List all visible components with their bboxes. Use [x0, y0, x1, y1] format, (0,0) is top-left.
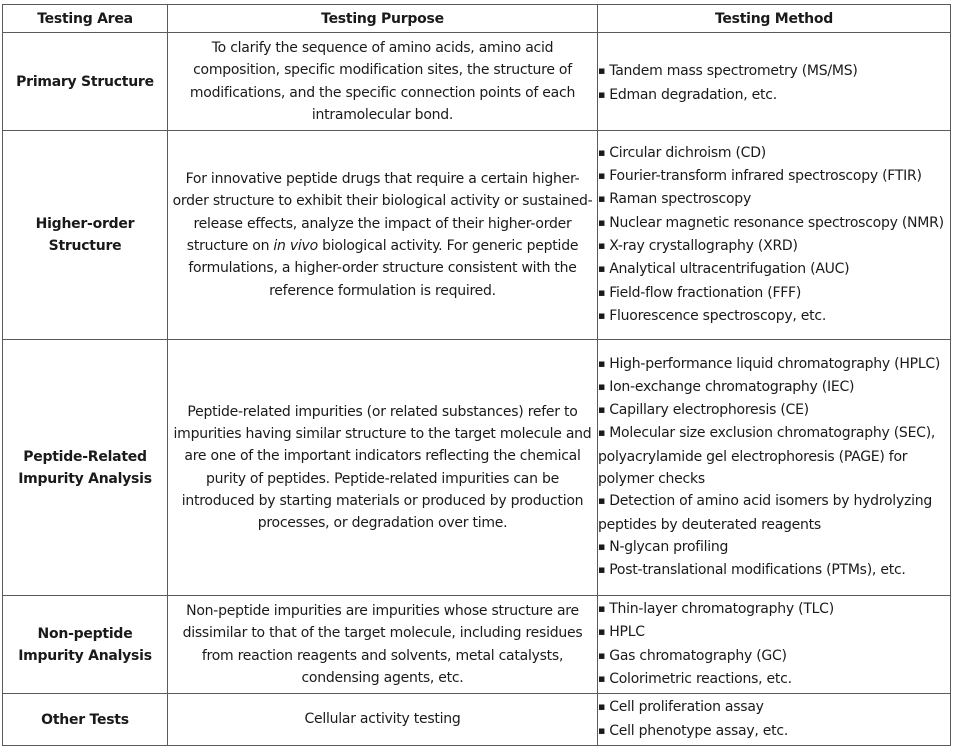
method-item: ▪ Molecular size exclusion chromatography (SEC), polyacrylamide gel electrophoresis (PAGE) for polymer checks [598, 422, 950, 490]
purpose-italic-text: in vivo [273, 238, 318, 254]
method-item: ▪ Detection of amino acid isomers by hydrolyzing peptides by deuterated reagents [598, 490, 950, 536]
table-row [3, 340, 951, 596]
table-row [3, 596, 951, 694]
method-list [598, 696, 950, 743]
header-testing-purpose: Testing Purpose [168, 5, 598, 33]
method-item: ▪ Ion-exchange chromatography (IEC) [598, 376, 950, 399]
header-row [3, 5, 951, 33]
method-item: ▪ Raman spectroscopy [598, 188, 950, 211]
method-item: ▪ Fourier-transform infrared spectroscopy (FTIR) [598, 165, 950, 188]
table-row [3, 694, 951, 746]
method-item: ▪ Circular dichroism (CD) [598, 142, 950, 165]
method-item: ▪ N-glycan profiling [598, 536, 950, 559]
method-item: ▪ High-performance liquid chromatography (HPLC) [598, 353, 950, 376]
method-item: ▪ Capillary electrophoresis (CE) [598, 399, 950, 422]
testing-area-cell: Non-peptide Impurity Analysis [3, 596, 168, 694]
method-list [598, 353, 950, 583]
method-item: ▪ Gas chromatography (GC) [598, 645, 950, 668]
method-item: ▪ X-ray crystallography (XRD) [598, 235, 950, 258]
method-list [598, 598, 950, 691]
purpose-text: For innovative peptide drugs that require a certain higher-order structure to exhibit their biological activity or sustained-release effects, analyze the impact of their higher-order structure on [172, 171, 593, 254]
method-item: ▪ Colorimetric reactions, etc. [598, 668, 950, 691]
method-item: ▪ Edman degradation, etc. [598, 84, 950, 107]
testing-purpose-cell: To clarify the sequence of amino acids, amino acid composition, specific modification sites, the structure of modifications, and the specific connection points of each intramolecular bond. [168, 33, 598, 131]
testing-area-cell: Primary Structure [3, 33, 168, 131]
testing-method-cell [598, 596, 951, 694]
testing-method-cell [598, 131, 951, 340]
testing-purpose-cell [168, 131, 598, 340]
testing-area-cell: Higher-order Structure [3, 131, 168, 340]
method-list [598, 142, 950, 328]
method-item: ▪ Thin-layer chromatography (TLC) [598, 598, 950, 621]
testing-purpose-cell: Peptide-related impurities (or related substances) refer to impurities having similar structure to the target molecule and are one of the important indicators reflecting the chemical purity of peptides. Peptide-related impurities can be introduced by starting materials or produced by production processes, or degradation over time. [168, 340, 598, 596]
method-item: ▪ HPLC [598, 621, 950, 644]
testing-method-cell [598, 340, 951, 596]
testing-area-cell: Other Tests [3, 694, 168, 746]
header-testing-method: Testing Method [598, 5, 951, 33]
purpose-text: biological activity. For generic peptide formulations, a higher-order structure consistent with the reference formulation is required. [188, 238, 579, 299]
method-item: ▪ Nuclear magnetic resonance spectroscopy (NMR) [598, 212, 950, 235]
method-item: ▪ Cell phenotype assay, etc. [598, 720, 950, 743]
method-item: ▪ Analytical ultracentrifugation (AUC) [598, 258, 950, 281]
header-testing-area: Testing Area [3, 5, 168, 33]
table-row [3, 33, 951, 131]
testing-purpose-cell: Cellular activity testing [168, 694, 598, 746]
method-item: ▪ Cell proliferation assay [598, 696, 950, 719]
method-list [598, 60, 950, 107]
testing-area-cell: Peptide-Related Impurity Analysis [3, 340, 168, 596]
method-item: ▪ Fluorescence spectroscopy, etc. [598, 305, 950, 328]
testing-table [2, 4, 951, 746]
method-item: ▪ Field-flow fractionation (FFF) [598, 282, 950, 305]
testing-method-cell [598, 33, 951, 131]
method-item: ▪ Tandem mass spectrometry (MS/MS) [598, 60, 950, 83]
method-item: ▪ Post-translational modifications (PTMs), etc. [598, 559, 950, 582]
table-row [3, 131, 951, 340]
testing-method-cell [598, 694, 951, 746]
testing-purpose-cell: Non-peptide impurities are impurities whose structure are dissimilar to that of the target molecule, including residues from reaction reagents and solvents, metal catalysts, condensing agents, etc. [168, 596, 598, 694]
